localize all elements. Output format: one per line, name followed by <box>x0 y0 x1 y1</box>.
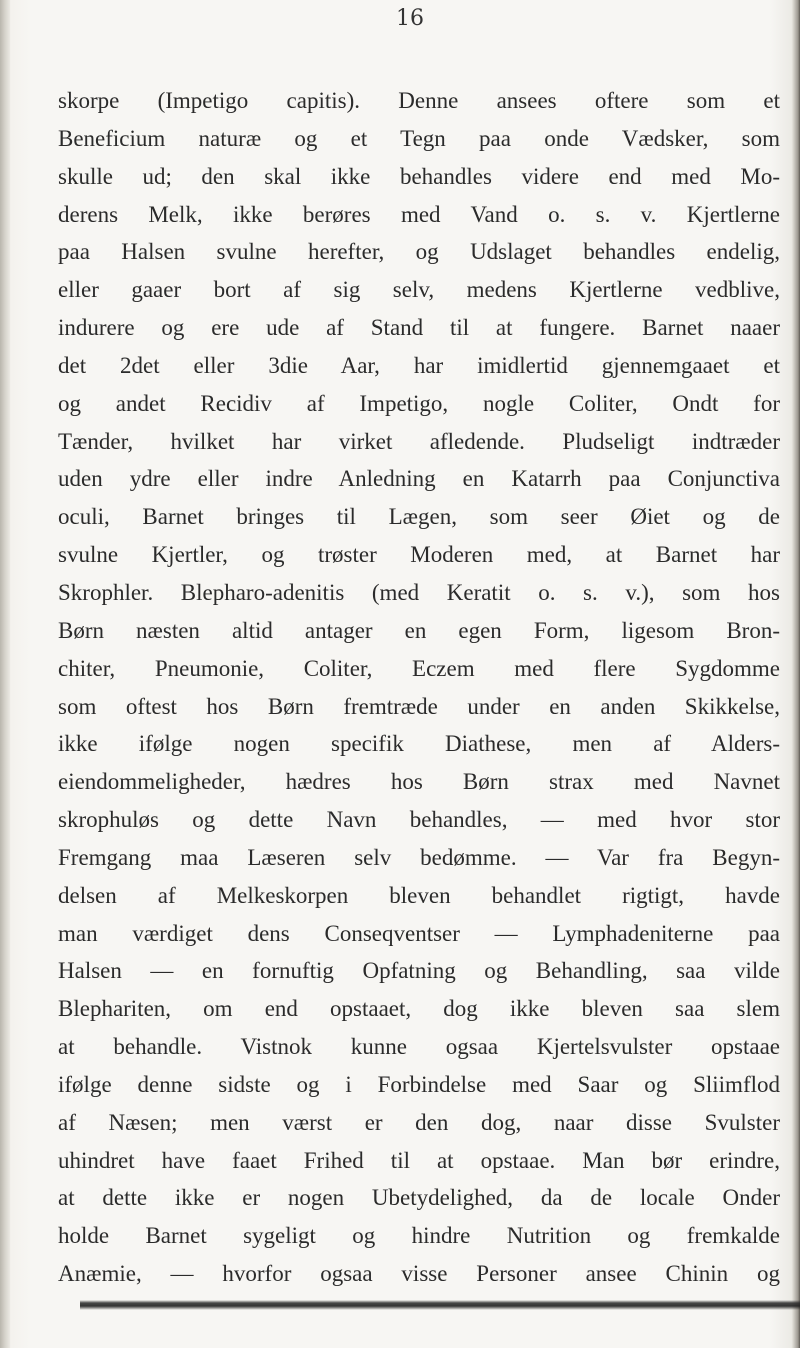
text-line: Tænder, hvilket har virket afledende. Pludseligt indtræder <box>58 428 780 454</box>
text-line: eiendommeligheder, hædres hos Børn strax med Navnet <box>58 769 780 795</box>
text-line: skulle ud; den skal ikke behandles videre end med Mo- <box>58 163 780 189</box>
text-line: og andet Recidiv af Impetigo, nogle Coliter, Ondt for <box>58 390 780 416</box>
text-line: det 2det eller 3die Aar, har imidlertid gjennemgaaet et <box>58 352 780 378</box>
text-line: chiter, Pneumonie, Coliter, Eczem med flere Sygdomme <box>58 655 780 681</box>
text-line: Skrophler. Blepharo-adenitis (med Keratit o. s. v.), som hos <box>58 579 780 605</box>
bottom-page-edge-shadow <box>80 1300 800 1310</box>
text-line: Beneficium naturæ og et Tegn paa onde Vædsker, som <box>58 125 780 151</box>
text-line: indurere og ere ude af Stand til at fungere. Barnet naaer <box>58 315 780 341</box>
text-line: eller gaaer bort af sig selv, medens Kjertlerne vedblive, <box>58 277 780 303</box>
text-line: oculi, Barnet bringes til Lægen, som seer Øiet og de <box>58 504 780 530</box>
text-line: skrophuløs og dette Navn behandles, — med hvor stor <box>58 807 780 833</box>
text-line: svulne Kjertler, og trøster Moderen med, at Barnet har <box>58 542 780 568</box>
text-line: Børn næsten altid antager en egen Form, ligesom Bron- <box>58 617 780 643</box>
text-line: at dette ikke er nogen Ubetydelighed, da de locale Onder <box>58 1185 780 1211</box>
text-line: paa Halsen svulne herefter, og Udslaget behandles endelig, <box>58 239 780 265</box>
text-line: delsen af Melkeskorpen bleven behandlet rigtigt, havde <box>58 882 780 908</box>
text-line: man værdiget dens Conseqventser — Lymphadeniterne paa <box>58 920 780 946</box>
text-line: som oftest hos Børn fremtræde under en anden Skikkelse, <box>58 693 780 719</box>
text-line: Fremgang maa Læseren selv bedømme. — Var fra Begyn- <box>58 844 780 870</box>
text-line: ifølge denne sidste og i Forbindelse med Saar og Sliimflod <box>58 1071 780 1097</box>
text-line: uhindret have faaet Frihed til at opstaae. Man bør erindre, <box>58 1147 780 1173</box>
text-line: Anæmie, — hvorfor ogsaa visse Personer ansee Chinin og <box>58 1261 780 1287</box>
text-line: skorpe (Impetigo capitis). Denne ansees oftere som et <box>58 88 780 113</box>
text-line: Halsen — en fornuftig Opfatning og Behandling, saa vilde <box>58 958 780 984</box>
text-line: at behandle. Vistnok kunne ogsaa Kjertelsvulster opstaae <box>58 1034 780 1060</box>
body-text <box>58 82 780 1293</box>
text-line: Blephariten, om end opstaaet, dog ikke bleven saa slem <box>58 996 780 1022</box>
text-line: ikke ifølge nogen specifik Diathese, men af Alders- <box>58 731 780 757</box>
text-line: af Næsen; men værst er den dog, naar disse Svulster <box>58 1109 780 1135</box>
page-number: 16 <box>396 6 424 31</box>
text-line: derens Melk, ikke berøres med Vand o. s. v. Kjertlerne <box>58 201 780 227</box>
page-right-edge-shadow <box>792 0 800 1348</box>
page-left-edge-shadow <box>0 0 10 1348</box>
text-line: holde Barnet sygeligt og hindre Nutrition og fremkalde <box>58 1223 780 1249</box>
text-line: uden ydre eller indre Anledning en Katarrh paa Conjunctiva <box>58 466 780 492</box>
